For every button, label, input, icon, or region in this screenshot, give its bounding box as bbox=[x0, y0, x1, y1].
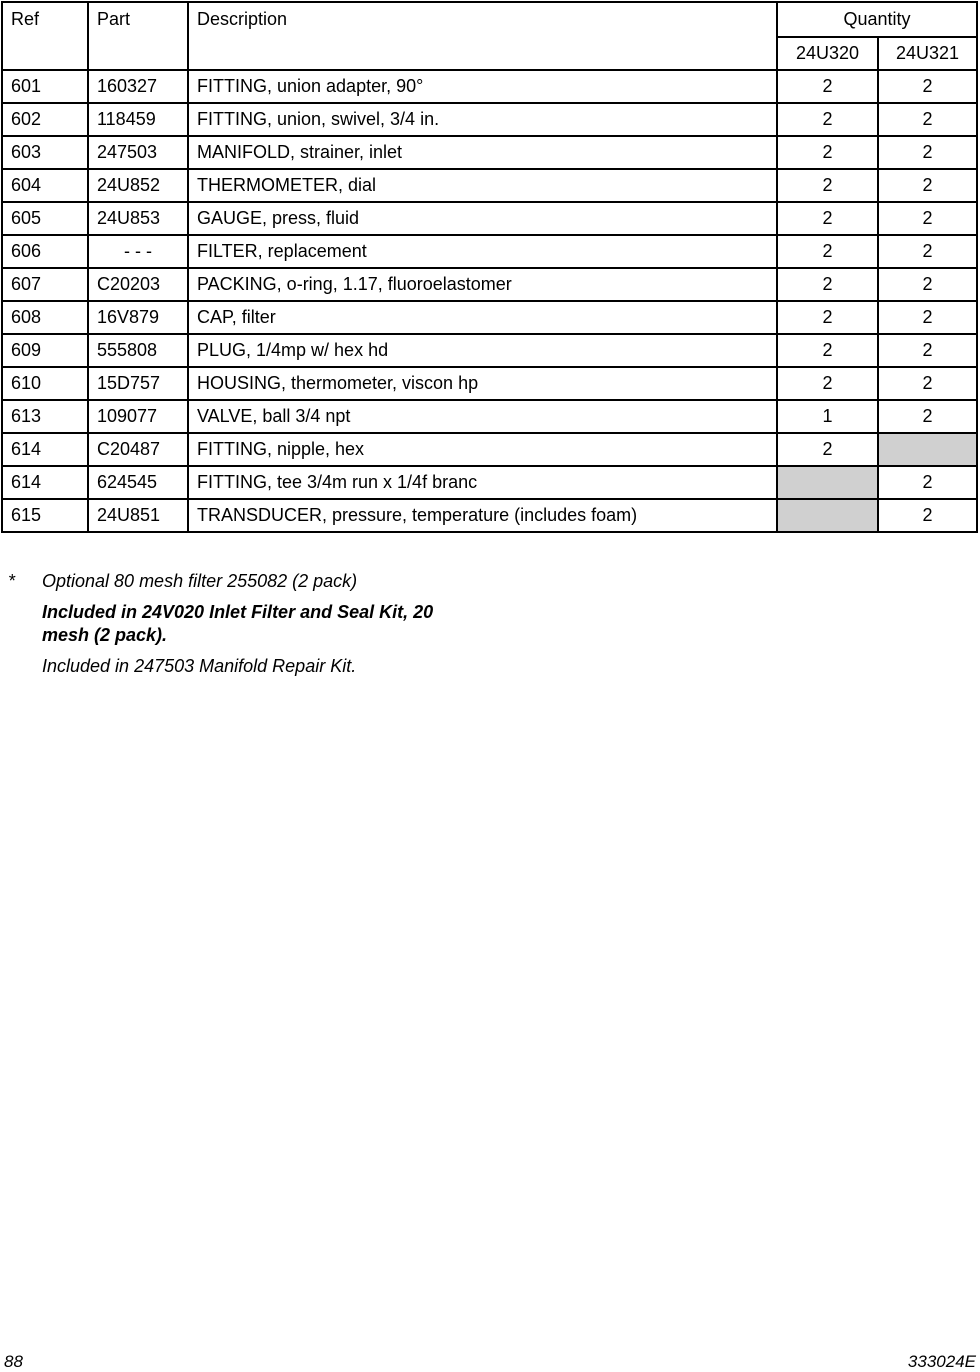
cell-part: 160327 bbox=[88, 70, 188, 103]
header-part: Part bbox=[88, 2, 188, 70]
header-row bbox=[2, 2, 977, 37]
cell-description: FITTING, nipple, hex bbox=[188, 433, 777, 466]
table-row bbox=[2, 70, 977, 103]
table-row bbox=[2, 400, 977, 433]
cell-qty-24u321: 2 bbox=[878, 301, 977, 334]
cell-qty-24u321 bbox=[878, 433, 977, 466]
cell-description: HOUSING, thermometer, viscon hp bbox=[188, 367, 777, 400]
cell-ref: 601 bbox=[2, 70, 88, 103]
cell-qty-24u321: 2 bbox=[878, 103, 977, 136]
cell-ref: 614 bbox=[2, 433, 88, 466]
cell-part: 247503 bbox=[88, 136, 188, 169]
cell-part: 15D757 bbox=[88, 367, 188, 400]
cell-part: 16V879 bbox=[88, 301, 188, 334]
header-model-24u321: 24U321 bbox=[878, 37, 977, 70]
table-row bbox=[2, 268, 977, 301]
document-number: 333024E bbox=[907, 1352, 976, 1371]
cell-qty-24u320: 2 bbox=[777, 367, 878, 400]
header-model-24u320: 24U320 bbox=[777, 37, 878, 70]
cell-description: FITTING, union, swivel, 3/4 in. bbox=[188, 103, 777, 136]
cell-qty-24u320: 2 bbox=[777, 202, 878, 235]
cell-description: MANIFOLD, strainer, inlet bbox=[188, 136, 777, 169]
table-row bbox=[2, 169, 977, 202]
cell-ref: 606 bbox=[2, 235, 88, 268]
cell-ref: 607 bbox=[2, 268, 88, 301]
table-row bbox=[2, 367, 977, 400]
cell-qty-24u321: 2 bbox=[878, 367, 977, 400]
cell-ref: 615 bbox=[2, 499, 88, 532]
header-quantity: Quantity bbox=[777, 2, 977, 37]
table-row bbox=[2, 202, 977, 235]
cell-part: 24U852 bbox=[88, 169, 188, 202]
cell-description: FITTING, tee 3/4m run x 1/4f branc bbox=[188, 466, 777, 499]
cell-part: 24U851 bbox=[88, 499, 188, 532]
cell-part: 24U853 bbox=[88, 202, 188, 235]
cell-ref: 608 bbox=[2, 301, 88, 334]
table-row bbox=[2, 499, 977, 532]
header-description: Description bbox=[188, 2, 777, 70]
cell-qty-24u321: 2 bbox=[878, 466, 977, 499]
table-row bbox=[2, 301, 977, 334]
cell-qty-24u320: 2 bbox=[777, 103, 878, 136]
cell-part: 555808 bbox=[88, 334, 188, 367]
header-ref: Ref bbox=[2, 2, 88, 70]
page-number: 88 bbox=[4, 1352, 23, 1371]
footnotes bbox=[8, 570, 478, 686]
table-row bbox=[2, 433, 977, 466]
cell-ref: 603 bbox=[2, 136, 88, 169]
cell-qty-24u320: 2 bbox=[777, 235, 878, 268]
cell-description: FITTING, union adapter, 90° bbox=[188, 70, 777, 103]
cell-description: FILTER, replacement bbox=[188, 235, 777, 268]
cell-qty-24u320: 2 bbox=[777, 70, 878, 103]
footnote-text: Optional 80 mesh filter 255082 (2 pack) bbox=[42, 571, 358, 591]
cell-qty-24u320: 2 bbox=[777, 334, 878, 367]
footnote bbox=[8, 655, 478, 678]
cell-qty-24u320 bbox=[777, 499, 878, 532]
cell-part: C20203 bbox=[88, 268, 188, 301]
footnote bbox=[8, 570, 478, 593]
cell-qty-24u320 bbox=[777, 466, 878, 499]
cell-description: THERMOMETER, dial bbox=[188, 169, 777, 202]
table-row bbox=[2, 103, 977, 136]
cell-qty-24u321: 2 bbox=[878, 136, 977, 169]
table-row bbox=[2, 466, 977, 499]
cell-description: GAUGE, press, fluid bbox=[188, 202, 777, 235]
table-row bbox=[2, 235, 977, 268]
cell-qty-24u321: 2 bbox=[878, 169, 977, 202]
cell-qty-24u320: 2 bbox=[777, 136, 878, 169]
table-row bbox=[2, 136, 977, 169]
cell-qty-24u320: 2 bbox=[777, 301, 878, 334]
cell-ref: 604 bbox=[2, 169, 88, 202]
cell-description: CAP, filter bbox=[188, 301, 777, 334]
footnote bbox=[8, 601, 478, 647]
cell-description: PACKING, o-ring, 1.17, fluoroelastomer bbox=[188, 268, 777, 301]
parts-table-body bbox=[2, 70, 977, 532]
cell-description: VALVE, ball 3/4 npt bbox=[188, 400, 777, 433]
cell-ref: 610 bbox=[2, 367, 88, 400]
cell-qty-24u321: 2 bbox=[878, 499, 977, 532]
cell-qty-24u321: 2 bbox=[878, 70, 977, 103]
cell-part: 109077 bbox=[88, 400, 188, 433]
cell-part: - - - bbox=[88, 235, 188, 268]
cell-part: C20487 bbox=[88, 433, 188, 466]
cell-qty-24u320: 2 bbox=[777, 433, 878, 466]
footnote-symbol bbox=[8, 601, 42, 647]
cell-ref: 609 bbox=[2, 334, 88, 367]
cell-part: 624545 bbox=[88, 466, 188, 499]
footnote-symbol bbox=[8, 655, 42, 678]
cell-qty-24u320: 2 bbox=[777, 268, 878, 301]
parts-table bbox=[1, 1, 978, 533]
cell-qty-24u321: 2 bbox=[878, 334, 977, 367]
cell-ref: 602 bbox=[2, 103, 88, 136]
cell-description: TRANSDUCER, pressure, temperature (includes foam) bbox=[188, 499, 777, 532]
cell-qty-24u320: 1 bbox=[777, 400, 878, 433]
cell-ref: 613 bbox=[2, 400, 88, 433]
cell-qty-24u321: 2 bbox=[878, 268, 977, 301]
cell-description: PLUG, 1/4mp w/ hex hd bbox=[188, 334, 777, 367]
footnote-symbol: * bbox=[8, 571, 16, 591]
footnote-text: Included in 247503 Manifold Repair Kit. bbox=[42, 656, 357, 676]
table-row bbox=[2, 334, 977, 367]
cell-ref: 605 bbox=[2, 202, 88, 235]
footnote-text: Included in 24V020 Inlet Filter and Seal Kit, 20 mesh (2 pack). bbox=[42, 602, 434, 645]
cell-qty-24u321: 2 bbox=[878, 202, 977, 235]
cell-qty-24u321: 2 bbox=[878, 235, 977, 268]
cell-qty-24u321: 2 bbox=[878, 400, 977, 433]
cell-ref: 614 bbox=[2, 466, 88, 499]
cell-qty-24u320: 2 bbox=[777, 169, 878, 202]
cell-part: 118459 bbox=[88, 103, 188, 136]
